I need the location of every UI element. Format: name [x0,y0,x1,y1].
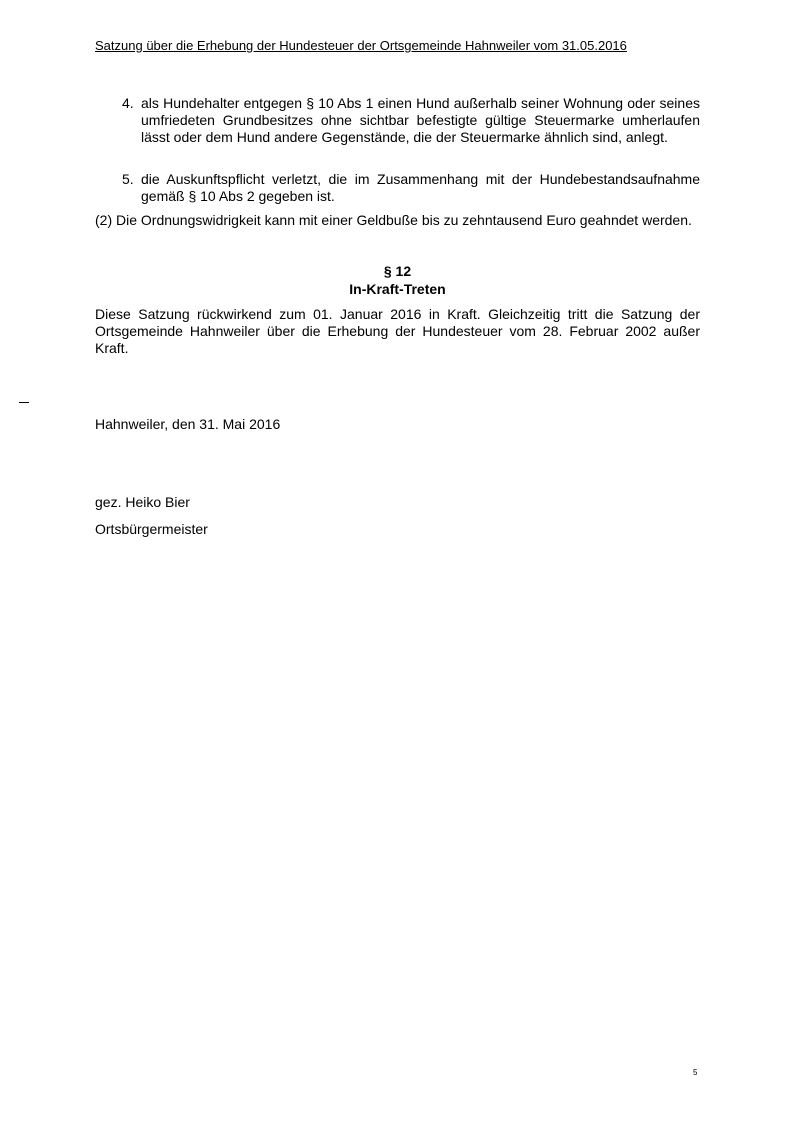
page-number: 5 [693,1068,698,1077]
place-date: Hahnweiler, den 31. Mai 2016 [95,416,281,432]
signatory-role: Ortsbürgermeister [95,521,208,537]
list-item-number: 4. [122,95,134,111]
page-header-title: Satzung über die Erhebung der Hundesteuer der Ortsgemeinde Hahnweiler vom 31.05.2016 [95,38,627,53]
list-item [122,95,700,146]
signature-line: gez. Heiko Bier [95,494,190,510]
paragraph-in-kraft-treten: Diese Satzung rückwirkend zum 01. Januar 2016 in Kraft. Gleichzeitig tritt die Satzung der Ortsgemeinde Hahnweiler über die Erhebung der Hundesteuer vom 28. Februar 2002 außer Kraft. [95,306,700,356]
section-title: In-Kraft-Treten [349,281,446,297]
list-item [122,171,700,205]
list-item-text: die Auskunftspflicht verletzt, die im Zusammenhang mit der Hundebestandsaufnahme gemäß § 10 Abs 2 gegeben ist. [141,171,700,204]
section-number: § 12 [383,263,412,279]
margin-dash [19,402,29,403]
list-item-text: als Hundehalter entgegen § 10 Abs 1 einen Hund außerhalb seiner Wohnung oder seines umfriedeten Grundbesitzes ohne sichtbar befestigte gültige Steuermarke umherlaufen lässt oder dem Hund andere Gegenstände, die der Steuermarke ähnlich sind, anlegt. [141,95,700,145]
paragraph-penalty: (2) Die Ordnungswidrigkeit kann mit einer Geldbuße bis zu zehntausend Euro geahndet werden. [95,212,692,228]
list-item-number: 5. [122,171,134,187]
